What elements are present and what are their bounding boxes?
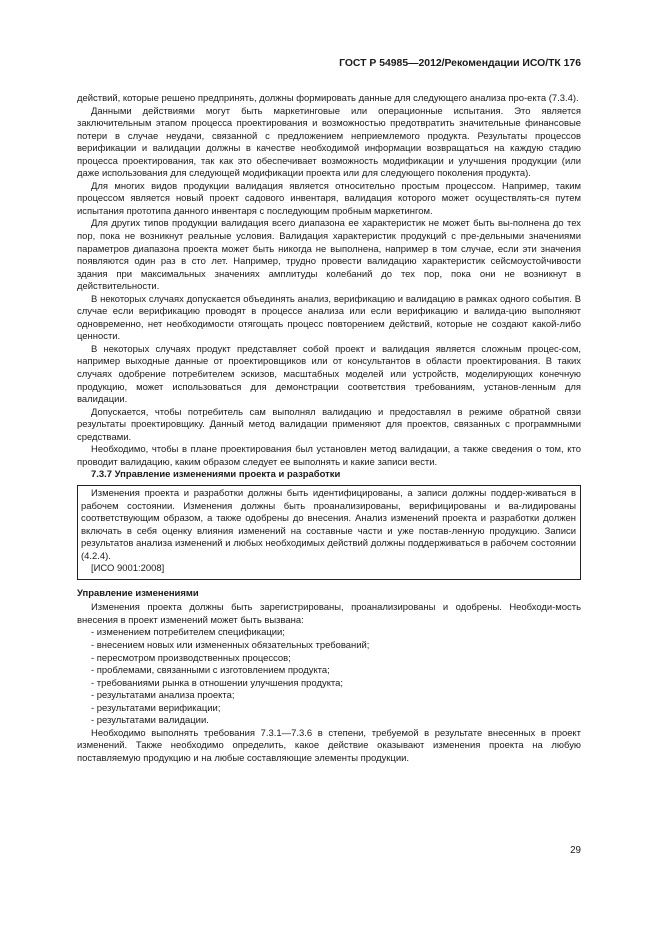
- section-heading: Управление изменениями: [77, 587, 199, 599]
- list-item: - результатами анализа проекта;: [91, 690, 235, 702]
- standard-quote-box: [77, 485, 581, 580]
- list-item: - результатами верификации;: [91, 702, 221, 714]
- section-closing: Необходимо выполнять требования 7.3.1—7.3.6 в степени, требуемой в результате внесенных в проект изменений. Также необходимо определить, какое действие оказывают изменения проекта на любую поставляемую продукцию и на любые составляющие элементы продукции.: [77, 727, 581, 764]
- list-item: - проблемами, связанными с изготовлением продукта;: [91, 665, 330, 677]
- list-item: - внесением новых или измененных обязательных требований;: [91, 639, 370, 651]
- body-paragraph: Допускается, чтобы потребитель сам выполнял валидацию и предоставлял в режиме обратной связи результаты проектировщику. Данный метод валидации применяют для проектов, связанных с программными средствами.: [77, 406, 581, 443]
- list-item: - пересмотром производственных процессов;: [91, 652, 291, 664]
- section-intro: Изменения проекта должны быть зарегистрированы, проанализированы и одобрены. Необходи-мость внесения в проект изменений может быть вызвана:: [77, 602, 581, 626]
- list-item: - изменением потребителем спецификации;: [91, 627, 285, 639]
- document-body: [77, 93, 581, 765]
- body-paragraph: В некоторых случаях продукт представляет собой проект и валидация является сложным процес-сом, например выходные данные от проектировщиков или от консультантов в области проектирования. В таких случаях одобрение потребителем эскизов, масштабных моделей или устройств, моделирующих конечную продукцию, может использоваться для демонстрации соответствия требованиям, установ-ленным для валидации.: [77, 343, 581, 406]
- standard-quote-text: Изменения проекта и разработки должны быть идентифицированы, а записи должны поддер-живаться в рабочем состоянии. Изменения должны быть проанализированы, верифицированы и ва-лидированы соответствующим образом, а также одобрены до внесения. Анализ изменений проекта и разработки должен включать в себя оценку влияния изменений на составные части и уже постав-ленную продукцию. Записи результатов анализа изменений и любых необходимых действий должны поддерживаться в рабочем состоянии (4.2.4).: [81, 487, 576, 562]
- body-paragraph: действий, которые решено предпринять, должны формировать данные для следующего анализа про-екта (7.3.4).: [77, 93, 579, 104]
- page-header: ГОСТ Р 54985—2012/Рекомендации ИСО/ТК 176: [339, 58, 581, 69]
- subsection-title: 7.3.7 Управление изменениями проекта и разработки: [91, 469, 341, 481]
- list-item: - результатами валидации.: [91, 715, 209, 727]
- body-paragraph: Для многих видов продукции валидация является относительно простым процессом. Например, таким процессом является новый проект садового инвентаря, валидация которого может осуществлять-ся путем испытания прототипа данного инвентаря с последующим пробным маркетингом.: [77, 180, 581, 217]
- body-paragraph: В некоторых случаях допускается объединять анализ, верификацию и валидацию в рамках одного события. В случае если верификацию проводят в процессе анализа или если верификацию и валида-цию выполняют одновременно, нет необходимости отягощать процесс повторением действий, которые не создают какой-либо ценности.: [77, 293, 581, 343]
- change-causes-list: [77, 627, 581, 727]
- body-paragraph: Необходимо, чтобы в плане проектирования был установлен метод валидации, а также сведения о том, кто проводит валидацию, каким образом следует ее выполнять и какие записи вести.: [77, 444, 581, 468]
- paragraph-group: [77, 93, 581, 469]
- page-number: 29: [570, 845, 581, 856]
- body-paragraph: Для других типов продукции валидация всего диапазона ее характеристик не может быть вы-полнена до тех пор, пока не возникнут реальные условия. Валидация характеристик продукций с пре-дельными значениями параметров диапазона проекта может быть никогда не выполнена, например в том случае, если эти значения появляются один раз в сто лет. Например, трудно провести валидацию характеристик сейсмоустойчивости здания при максимальных значениях амплитуды колебаний до тех пор, пока они не возникнут в действительности.: [77, 218, 581, 293]
- body-paragraph: Данными действиями могут быть маркетинговые или операционные испытания. Это является заключительным этапом процесса проектирования и возможностью предотвратить значительные финансовые потери в случае неудачи, связанной с предложением неприемлемого продукта. Результаты процессов верификации и валидации должны в качестве необходимой информации возвращаться на каждую стадию процесса проектирования, так как это обеспечивает возможность модификации и улучшения продукции (или даже использования для следующей модификации проекта или для следующего поколения продукта).: [77, 105, 581, 180]
- list-item: - требованиями рынка в отношении улучшения продукта;: [91, 677, 344, 689]
- standard-reference: [ИСО 9001:2008]: [91, 563, 165, 575]
